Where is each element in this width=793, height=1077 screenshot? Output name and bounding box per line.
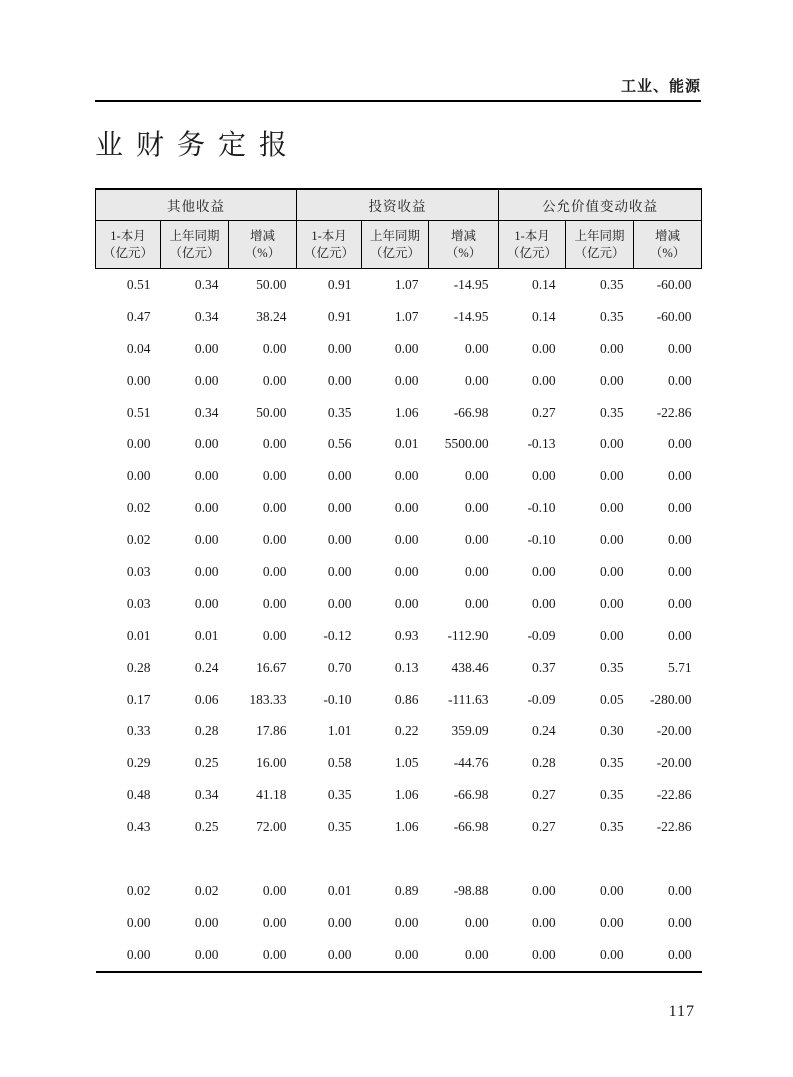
cell-r18-c5: 1.06 xyxy=(394,819,419,835)
cell-r8-c2: 0.00 xyxy=(194,500,219,516)
table-row xyxy=(96,652,702,684)
cell-r16-c5: 1.05 xyxy=(394,755,419,771)
subheader-line1: 增减 xyxy=(655,228,681,243)
cell-r18-c8: 0.35 xyxy=(599,819,624,835)
cell-r20-c4: 0.01 xyxy=(327,882,352,898)
cell-r21-c6: 0.00 xyxy=(464,914,489,930)
table-row xyxy=(96,397,702,429)
table-row xyxy=(96,365,702,397)
table-row xyxy=(96,588,702,620)
cell-r22-c9: 0.00 xyxy=(667,946,692,962)
cell-r13-c1: 0.28 xyxy=(126,659,151,675)
table-row xyxy=(96,843,702,875)
cell-r3-c1: 0.04 xyxy=(126,340,151,356)
table-row xyxy=(96,269,702,301)
cell-r19-c1 xyxy=(96,843,161,875)
subheader-line2: （亿元） xyxy=(574,245,625,260)
subheader-line2: （亿元） xyxy=(102,245,153,260)
subheader-g3-c3 xyxy=(634,221,702,269)
cell-r22-c7: 0.00 xyxy=(531,946,556,962)
cell-r16-c4: 0.58 xyxy=(327,755,352,771)
cell-r1-c1: 0.51 xyxy=(126,276,151,292)
table-row xyxy=(96,301,702,333)
cell-r20-c9: 0.00 xyxy=(667,882,692,898)
subheader-g1-c2 xyxy=(161,221,229,269)
page-title: 业财务定报 xyxy=(95,130,301,161)
cell-r10-c8: 0.00 xyxy=(599,563,624,579)
cell-r6-c4: 0.56 xyxy=(327,436,352,452)
cell-r8-c5: 0.00 xyxy=(394,500,419,516)
cell-r14-c8: 0.05 xyxy=(599,691,624,707)
cell-r22-c5: 0.00 xyxy=(394,946,419,962)
cell-r20-c1: 0.02 xyxy=(126,882,151,898)
cell-r4-c4: 0.00 xyxy=(327,372,352,388)
cell-r17-c1: 0.48 xyxy=(126,787,151,803)
cell-r19-c4 xyxy=(297,843,362,875)
cell-r10-c1: 0.03 xyxy=(126,563,151,579)
cell-r14-c5: 0.86 xyxy=(394,691,419,707)
table-row xyxy=(96,811,702,843)
cell-r11-c9: 0.00 xyxy=(667,595,692,611)
subheader-line1: 1-本月 xyxy=(110,228,146,243)
cell-r14-c2: 0.06 xyxy=(194,691,219,707)
cell-r4-c9: 0.00 xyxy=(667,372,692,388)
cell-r3-c7: 0.00 xyxy=(531,340,556,356)
cell-r5-c2: 0.34 xyxy=(194,404,219,420)
subheader-g2-c3 xyxy=(429,221,499,269)
cell-r17-c9: -22.86 xyxy=(656,787,692,803)
subheader-line1: 上年同期 xyxy=(370,228,421,243)
cell-r14-c6: -111.63 xyxy=(447,691,489,707)
cell-r10-c6: 0.00 xyxy=(464,563,489,579)
cell-r15-c8: 0.30 xyxy=(599,723,624,739)
cell-r3-c4: 0.00 xyxy=(327,340,352,356)
cell-r1-c2: 0.34 xyxy=(194,276,219,292)
cell-r19-c7 xyxy=(499,843,566,875)
cell-r12-c4: -0.12 xyxy=(323,627,352,643)
cell-r18-c6: -66.98 xyxy=(453,819,489,835)
cell-r13-c3: 16.67 xyxy=(256,659,287,675)
cell-r2-c1: 0.47 xyxy=(126,308,151,324)
table-row xyxy=(96,556,702,588)
cell-r13-c9: 5.71 xyxy=(667,659,692,675)
cell-r9-c5: 0.00 xyxy=(394,532,419,548)
cell-r13-c2: 0.24 xyxy=(194,659,219,675)
cell-r1-c9: -60.00 xyxy=(656,276,692,292)
cell-r22-c8: 0.00 xyxy=(599,946,624,962)
table-row xyxy=(96,715,702,747)
cell-r21-c5: 0.00 xyxy=(394,914,419,930)
cell-r6-c1: 0.00 xyxy=(126,436,151,452)
subheader-line1: 增减 xyxy=(250,228,276,243)
cell-r17-c5: 1.06 xyxy=(394,787,419,803)
table-row xyxy=(96,492,702,524)
cell-r8-c4: 0.00 xyxy=(327,500,352,516)
cell-r2-c9: -60.00 xyxy=(656,308,692,324)
cell-r6-c5: 0.01 xyxy=(394,436,419,452)
cell-r21-c3: 0.00 xyxy=(262,914,287,930)
cell-r12-c1: 0.01 xyxy=(126,627,151,643)
cell-r11-c4: 0.00 xyxy=(327,595,352,611)
cell-r22-c4: 0.00 xyxy=(327,946,352,962)
table-row xyxy=(96,524,702,556)
cell-r19-c8 xyxy=(566,843,634,875)
cell-r2-c7: 0.14 xyxy=(531,308,556,324)
cell-r3-c2: 0.00 xyxy=(194,340,219,356)
cell-r8-c6: 0.00 xyxy=(464,500,489,516)
table-row xyxy=(96,907,702,939)
cell-r14-c3: 183.33 xyxy=(249,691,287,707)
cell-r8-c8: 0.00 xyxy=(599,500,624,516)
financial-table xyxy=(95,188,702,973)
cell-r6-c9: 0.00 xyxy=(667,436,692,452)
cell-r12-c8: 0.00 xyxy=(599,627,624,643)
cell-r10-c4: 0.00 xyxy=(327,563,352,579)
cell-r16-c3: 16.00 xyxy=(256,755,287,771)
cell-r19-c2 xyxy=(161,843,229,875)
subheader-row xyxy=(96,221,702,269)
group-header-row xyxy=(96,189,702,221)
cell-r17-c7: 0.27 xyxy=(531,787,556,803)
cell-r17-c3: 41.18 xyxy=(256,787,287,803)
cell-r12-c9: 0.00 xyxy=(667,627,692,643)
cell-r2-c3: 38.24 xyxy=(256,308,287,324)
column-group-fair-value-change-income: 公允价值变动收益 xyxy=(499,189,702,221)
cell-r4-c3: 0.00 xyxy=(262,372,287,388)
financial-table-wrap xyxy=(95,188,701,973)
cell-r15-c4: 1.01 xyxy=(327,723,352,739)
cell-r12-c2: 0.01 xyxy=(194,627,219,643)
cell-r20-c2: 0.02 xyxy=(194,882,219,898)
cell-r22-c2: 0.00 xyxy=(194,946,219,962)
cell-r5-c8: 0.35 xyxy=(599,404,624,420)
table-header xyxy=(96,189,702,269)
cell-r6-c8: 0.00 xyxy=(599,436,624,452)
cell-r9-c4: 0.00 xyxy=(327,532,352,548)
subheader-line2: （亿元） xyxy=(169,245,220,260)
cell-r18-c1: 0.43 xyxy=(126,819,151,835)
cell-r3-c9: 0.00 xyxy=(667,340,692,356)
cell-r16-c2: 0.25 xyxy=(194,755,219,771)
table-body xyxy=(96,269,702,972)
cell-r2-c2: 0.34 xyxy=(194,308,219,324)
cell-r10-c3: 0.00 xyxy=(262,563,287,579)
cell-r4-c8: 0.00 xyxy=(599,372,624,388)
cell-r10-c5: 0.00 xyxy=(394,563,419,579)
cell-r19-c9 xyxy=(634,843,702,875)
cell-r15-c9: -20.00 xyxy=(656,723,692,739)
cell-r21-c1: 0.00 xyxy=(126,914,151,930)
cell-r21-c9: 0.00 xyxy=(667,914,692,930)
cell-r12-c5: 0.93 xyxy=(394,627,419,643)
cell-r1-c7: 0.14 xyxy=(531,276,556,292)
cell-r21-c8: 0.00 xyxy=(599,914,624,930)
cell-r5-c3: 50.00 xyxy=(256,404,287,420)
cell-r1-c4: 0.91 xyxy=(327,276,352,292)
subheader-g3-c2 xyxy=(566,221,634,269)
cell-r3-c6: 0.00 xyxy=(464,340,489,356)
cell-r7-c7: 0.00 xyxy=(531,468,556,484)
cell-r14-c7: -0.09 xyxy=(527,691,556,707)
cell-r20-c6: -98.88 xyxy=(453,882,489,898)
cell-r21-c4: 0.00 xyxy=(327,914,352,930)
table-row xyxy=(96,747,702,779)
cell-r16-c1: 0.29 xyxy=(126,755,151,771)
cell-r1-c5: 1.07 xyxy=(394,276,419,292)
cell-r17-c8: 0.35 xyxy=(599,787,624,803)
running-head xyxy=(95,78,701,102)
cell-r19-c3 xyxy=(229,843,297,875)
cell-r7-c3: 0.00 xyxy=(262,468,287,484)
table-row xyxy=(96,779,702,811)
cell-r13-c6: 438.46 xyxy=(451,659,489,675)
cell-r20-c3: 0.00 xyxy=(262,882,287,898)
cell-r11-c7: 0.00 xyxy=(531,595,556,611)
cell-r2-c8: 0.35 xyxy=(599,308,624,324)
subheader-line2: （亿元） xyxy=(304,245,355,260)
cell-r15-c1: 0.33 xyxy=(126,723,151,739)
cell-r17-c4: 0.35 xyxy=(327,787,352,803)
cell-r2-c6: -14.95 xyxy=(453,308,489,324)
cell-r8-c7: -0.10 xyxy=(527,500,556,516)
cell-r3-c5: 0.00 xyxy=(394,340,419,356)
subheader-g3-c1 xyxy=(499,221,566,269)
cell-r5-c4: 0.35 xyxy=(327,404,352,420)
cell-r2-c5: 1.07 xyxy=(394,308,419,324)
cell-r22-c1: 0.00 xyxy=(126,946,151,962)
cell-r16-c7: 0.28 xyxy=(531,755,556,771)
cell-r21-c7: 0.00 xyxy=(531,914,556,930)
cell-r11-c8: 0.00 xyxy=(599,595,624,611)
cell-r11-c2: 0.00 xyxy=(194,595,219,611)
table-row xyxy=(96,620,702,652)
cell-r14-c1: 0.17 xyxy=(126,691,151,707)
cell-r7-c4: 0.00 xyxy=(327,468,352,484)
cell-r9-c6: 0.00 xyxy=(464,532,489,548)
cell-r7-c1: 0.00 xyxy=(126,468,151,484)
subheader-line2: （亿元） xyxy=(370,245,421,260)
cell-r4-c2: 0.00 xyxy=(194,372,219,388)
cell-r13-c5: 0.13 xyxy=(394,659,419,675)
subheader-line2: （%） xyxy=(649,245,686,260)
table-row xyxy=(96,428,702,460)
cell-r6-c3: 0.00 xyxy=(262,436,287,452)
cell-r12-c3: 0.00 xyxy=(262,627,287,643)
cell-r15-c7: 0.24 xyxy=(531,723,556,739)
subheader-line1: 上年同期 xyxy=(169,228,220,243)
cell-r4-c6: 0.00 xyxy=(464,372,489,388)
column-group-investment-income: 投资收益 xyxy=(297,189,499,221)
cell-r13-c7: 0.37 xyxy=(531,659,556,675)
cell-r13-c4: 0.70 xyxy=(327,659,352,675)
cell-r15-c3: 17.86 xyxy=(256,723,287,739)
subheader-line1: 1-本月 xyxy=(514,228,550,243)
cell-r15-c2: 0.28 xyxy=(194,723,219,739)
cell-r16-c6: -44.76 xyxy=(453,755,489,771)
cell-r13-c8: 0.35 xyxy=(599,659,624,675)
subheader-line1: 增减 xyxy=(451,228,477,243)
cell-r15-c5: 0.22 xyxy=(394,723,419,739)
cell-r5-c9: -22.86 xyxy=(656,404,692,420)
cell-r20-c8: 0.00 xyxy=(599,882,624,898)
cell-r5-c7: 0.27 xyxy=(531,404,556,420)
subheader-g1-c1 xyxy=(96,221,161,269)
running-head-text: 工业、能源 xyxy=(620,78,701,95)
cell-r3-c3: 0.00 xyxy=(262,340,287,356)
cell-r9-c9: 0.00 xyxy=(667,532,692,548)
cell-r7-c8: 0.00 xyxy=(599,468,624,484)
cell-r14-c4: -0.10 xyxy=(323,691,352,707)
subheader-line1: 1-本月 xyxy=(311,228,347,243)
cell-r8-c9: 0.00 xyxy=(667,500,692,516)
cell-r16-c8: 0.35 xyxy=(599,755,624,771)
cell-r18-c9: -22.86 xyxy=(656,819,692,835)
cell-r22-c6: 0.00 xyxy=(464,946,489,962)
cell-r1-c8: 0.35 xyxy=(599,276,624,292)
cell-r18-c2: 0.25 xyxy=(194,819,219,835)
cell-r6-c2: 0.00 xyxy=(194,436,219,452)
cell-r2-c4: 0.91 xyxy=(327,308,352,324)
cell-r12-c6: -112.90 xyxy=(447,627,489,643)
cell-r17-c2: 0.34 xyxy=(194,787,219,803)
subheader-g1-c3 xyxy=(229,221,297,269)
cell-r9-c7: -0.10 xyxy=(527,532,556,548)
cell-r20-c5: 0.89 xyxy=(394,882,419,898)
subheader-g2-c1 xyxy=(297,221,362,269)
cell-r7-c6: 0.00 xyxy=(464,468,489,484)
cell-r9-c8: 0.00 xyxy=(599,532,624,548)
cell-r8-c1: 0.02 xyxy=(126,500,151,516)
column-group-other-income: 其他收益 xyxy=(96,189,297,221)
table-row xyxy=(96,875,702,907)
table-row xyxy=(96,684,702,716)
cell-r16-c9: -20.00 xyxy=(656,755,692,771)
cell-r4-c1: 0.00 xyxy=(126,372,151,388)
table-row xyxy=(96,333,702,365)
cell-r10-c9: 0.00 xyxy=(667,563,692,579)
cell-r1-c3: 50.00 xyxy=(256,276,287,292)
table-row xyxy=(96,460,702,492)
subheader-line2: （亿元） xyxy=(507,245,558,260)
cell-r5-c5: 1.06 xyxy=(394,404,419,420)
cell-r4-c5: 0.00 xyxy=(394,372,419,388)
cell-r12-c7: -0.09 xyxy=(527,627,556,643)
cell-r14-c9: -280.00 xyxy=(649,691,692,707)
cell-r18-c7: 0.27 xyxy=(531,819,556,835)
cell-r10-c7: 0.00 xyxy=(531,563,556,579)
cell-r9-c1: 0.02 xyxy=(126,532,151,548)
cell-r11-c5: 0.00 xyxy=(394,595,419,611)
subheader-line1: 上年同期 xyxy=(574,228,625,243)
cell-r5-c6: -66.98 xyxy=(453,404,489,420)
cell-r6-c6: 5500.00 xyxy=(444,436,489,452)
cell-r5-c1: 0.51 xyxy=(126,404,151,420)
cell-r19-c5 xyxy=(362,843,429,875)
cell-r7-c2: 0.00 xyxy=(194,468,219,484)
subheader-line2: （%） xyxy=(244,245,281,260)
cell-r20-c7: 0.00 xyxy=(531,882,556,898)
page-number: 117 xyxy=(668,1003,695,1020)
cell-r4-c7: 0.00 xyxy=(531,372,556,388)
table-row xyxy=(96,939,702,972)
cell-r1-c6: -14.95 xyxy=(453,276,489,292)
cell-r11-c3: 0.00 xyxy=(262,595,287,611)
cell-r18-c4: 0.35 xyxy=(327,819,352,835)
cell-r7-c9: 0.00 xyxy=(667,468,692,484)
cell-r9-c3: 0.00 xyxy=(262,532,287,548)
cell-r19-c6 xyxy=(429,843,499,875)
cell-r10-c2: 0.00 xyxy=(194,563,219,579)
cell-r18-c3: 72.00 xyxy=(256,819,287,835)
subheader-g2-c2 xyxy=(362,221,429,269)
cell-r17-c6: -66.98 xyxy=(453,787,489,803)
cell-r7-c5: 0.00 xyxy=(394,468,419,484)
cell-r11-c1: 0.03 xyxy=(126,595,151,611)
subheader-line2: （%） xyxy=(445,245,482,260)
cell-r9-c2: 0.00 xyxy=(194,532,219,548)
cell-r3-c8: 0.00 xyxy=(599,340,624,356)
cell-r11-c6: 0.00 xyxy=(464,595,489,611)
cell-r21-c2: 0.00 xyxy=(194,914,219,930)
cell-r15-c6: 359.09 xyxy=(451,723,489,739)
cell-r6-c7: -0.13 xyxy=(527,436,556,452)
cell-r22-c3: 0.00 xyxy=(262,946,287,962)
cell-r8-c3: 0.00 xyxy=(262,500,287,516)
